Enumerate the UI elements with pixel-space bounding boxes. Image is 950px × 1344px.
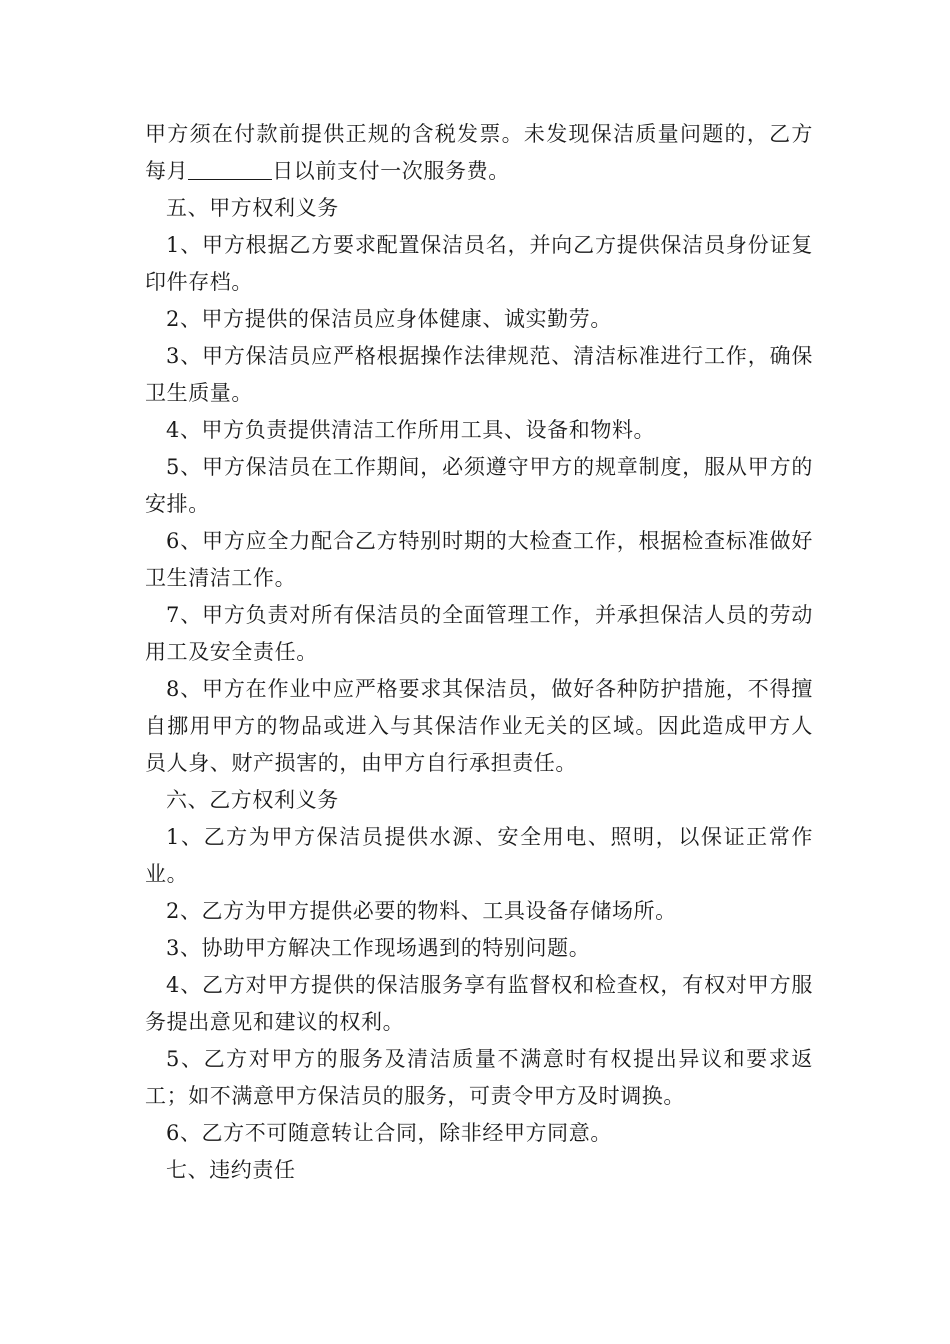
document-body <box>145 116 813 1189</box>
section-6-item-5: 5、乙方对甲方的服务及清洁质量不满意时有权提出异议和要求返工；如不满意甲方保洁员的服务，可责令甲方及时调换。 <box>145 1047 813 1108</box>
section-6-item-6: 6、乙方不可随意转让合同，除非经甲方同意。 <box>166 1121 612 1145</box>
section-6-item-4: 4、乙方对甲方提供的保洁服务享有监督权和检查权，有权对甲方服务提出意见和建议的权利。 <box>145 973 813 1034</box>
section-7-heading: 七、违约责任 <box>166 1158 296 1182</box>
section-6-item-1: 1、乙方为甲方保洁员提供水源、安全用电、照明，以保证正常作业。 <box>145 825 813 886</box>
section-6-item-3: 3、协助甲方解决工作现场遇到的特别问题。 <box>166 936 591 960</box>
payment-text-part1: 甲方须在付款前提供正规的含税发票。未发现保洁质量问题的，乙方每月 <box>145 122 813 183</box>
section-5-item-6: 6、甲方应全力配合乙方特别时期的大检查工作，根据检查标准做好卫生清洁工作。 <box>145 529 813 590</box>
section-5-item-3: 3、甲方保洁员应严格根据操作法律规范、清洁标准进行工作，确保卫生质量。 <box>145 344 813 405</box>
section-5-item-4: 4、甲方负责提供清洁工作所用工具、设备和物料。 <box>166 418 656 442</box>
section-6-heading: 六、乙方权利义务 <box>166 788 339 812</box>
section-5-item-1: 1、甲方根据乙方要求配置保洁员名，并向乙方提供保洁员身份证复印件存档。 <box>145 233 813 294</box>
payment-paragraph <box>145 116 813 190</box>
section-6-item-2: 2、乙方为甲方提供必要的物料、工具设备存储场所。 <box>166 899 677 923</box>
section-5-heading: 五、甲方权利义务 <box>166 196 339 220</box>
payment-text-part2: 日以前支付一次服务费。 <box>272 159 510 183</box>
section-5-item-8: 8、甲方在作业中应严格要求其保洁员，做好各种防护措施，不得擅自挪用甲方的物品或进入与其保洁作业无关的区域。因此造成甲方人员人身、财产损害的，由甲方自行承担责任。 <box>145 677 813 775</box>
payment-day-blank <box>188 159 272 180</box>
section-5-item-2: 2、甲方提供的保洁员应身体健康、诚实勤劳。 <box>166 307 612 331</box>
section-5-item-7: 7、甲方负责对所有保洁员的全面管理工作，并承担保洁人员的劳动用工及安全责任。 <box>145 603 813 664</box>
section-5-item-5: 5、甲方保洁员在工作期间，必须遵守甲方的规章制度，服从甲方的安排。 <box>145 455 813 516</box>
